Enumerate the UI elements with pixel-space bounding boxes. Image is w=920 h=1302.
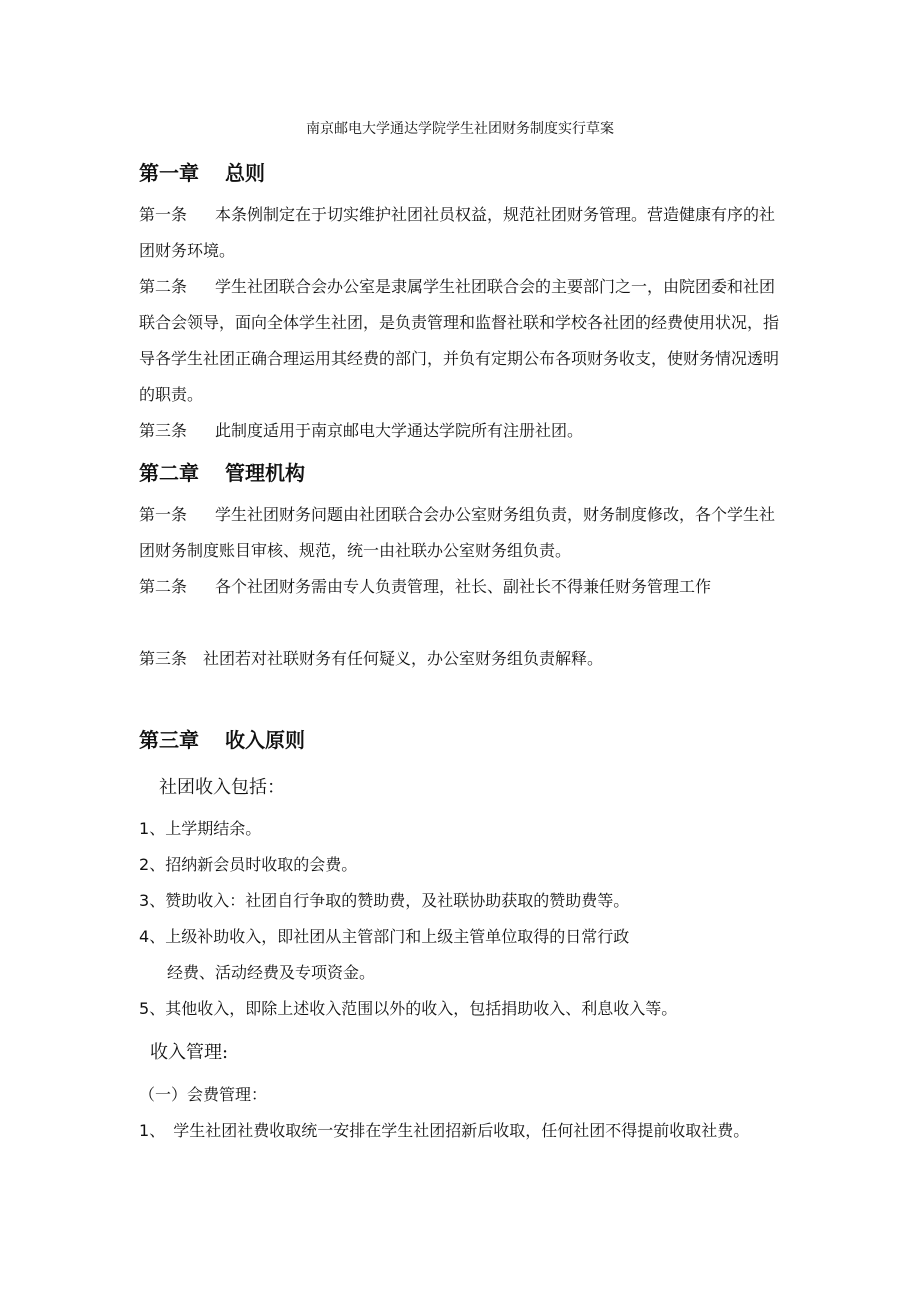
list-item-text: 其他收入，即除上述收入范围以外的收入，包括捐助收入、利息收入等。 <box>165 999 678 1018</box>
list-item-text: 上学期结余。 <box>165 819 262 838</box>
income-heading: 社团收入包括： <box>159 777 285 798</box>
chapter-2-label: 第二章 <box>139 461 199 485</box>
article-text: 社团若对社联财务有任何疑义，办公室财务组负责解释。 <box>203 649 604 668</box>
chapter-2-name: 管理机构 <box>225 461 305 485</box>
chapter-2-article-1 <box>139 497 789 569</box>
chapter-1-article-3 <box>139 413 789 449</box>
chapter-2-heading <box>139 459 305 487</box>
article-text: 学生社团财务问题由社团联合会办公室财务组负责，财务制度修改，各个学生社团财务制度账目审核、规范，统一由社联办公室财务组负责。 <box>139 505 776 560</box>
list-item <box>139 853 357 877</box>
list-item-number: 5 <box>139 999 150 1018</box>
list-item <box>139 889 629 913</box>
article-text: 学生社团联合会办公室是隶属学生社团联合会的主要部门之一，由院团委和社团联合会领导，面向全体学生社团，是负责管理和监督社联和学校各社团的经费使用状况，指导各学生社团正确合理运用其经费的部门，并负有定期公布各项财务收支，使财务情况透明的职责。 <box>139 277 780 404</box>
chapter-1-heading <box>139 159 265 187</box>
list-item-continuation: 经费、活动经费及专项资金。 <box>167 963 376 982</box>
list-item-number: 3 <box>139 891 150 910</box>
article-text: 各个社团财务需由专人负责管理，社长、副社长不得兼任财务管理工作 <box>215 577 712 596</box>
article-text: 此制度适用于南京邮电大学通达学院所有注册社团。 <box>215 421 584 440</box>
article-label: 第三条 <box>139 421 188 440</box>
list-item-text: 招纳新会员时收取的会费。 <box>165 855 358 874</box>
chapter-1-article-2 <box>139 269 789 413</box>
list-item-separator: 、 <box>149 999 166 1018</box>
article-label: 第一条 <box>139 505 188 524</box>
chapter-2-article-3 <box>139 641 789 677</box>
list-item-separator: 、 <box>149 927 166 946</box>
list-item <box>139 817 261 841</box>
article-label: 第二条 <box>139 277 188 296</box>
chapter-1-name: 总则 <box>225 161 265 185</box>
article-label: 第一条 <box>139 205 188 224</box>
chapter-1-label: 第一章 <box>139 161 199 185</box>
list-item <box>139 925 629 949</box>
chapter-2-article-2 <box>139 569 789 605</box>
list-item <box>139 997 677 1021</box>
chapter-3-heading <box>139 726 305 754</box>
dues-item <box>139 1113 789 1149</box>
list-item-number: 1 <box>139 1121 150 1140</box>
document-title: 南京邮电大学通达学院学生社团财务制度实行草案 <box>306 121 614 137</box>
chapter-3-name: 收入原则 <box>225 728 305 752</box>
chapter-1-article-1 <box>139 197 789 269</box>
list-item-number: 1 <box>139 819 150 838</box>
dues-management-heading: （一）会费管理： <box>139 1085 268 1104</box>
list-item-separator: 、 <box>149 891 166 910</box>
article-text: 本条例制定在于切实维护社团社员权益，规范社团财务管理。营造健康有序的社团财务环境。 <box>139 205 776 260</box>
list-item-text: 赞助收入：社团自行争取的赞助费，及社联协助获取的赞助费等。 <box>165 891 630 910</box>
list-item-text: 学生社团社费收取统一安排在学生社团招新后收取，任何社团不得提前收取社费。 <box>173 1121 750 1140</box>
income-management-heading: 收入管理: <box>150 1042 229 1063</box>
list-item-text: 上级补助收入，即社团从主管部门和上级主管单位取得的日常行政 <box>165 927 630 946</box>
chapter-3-label: 第三章 <box>139 728 199 752</box>
article-label: 第三条 <box>139 649 188 668</box>
list-item-number: 2 <box>139 855 150 874</box>
list-item-separator: 、 <box>149 819 166 838</box>
list-item-separator: 、 <box>149 855 166 874</box>
list-item-separator: 、 <box>149 1121 166 1140</box>
list-item-number: 4 <box>139 927 150 946</box>
article-label: 第二条 <box>139 577 188 596</box>
